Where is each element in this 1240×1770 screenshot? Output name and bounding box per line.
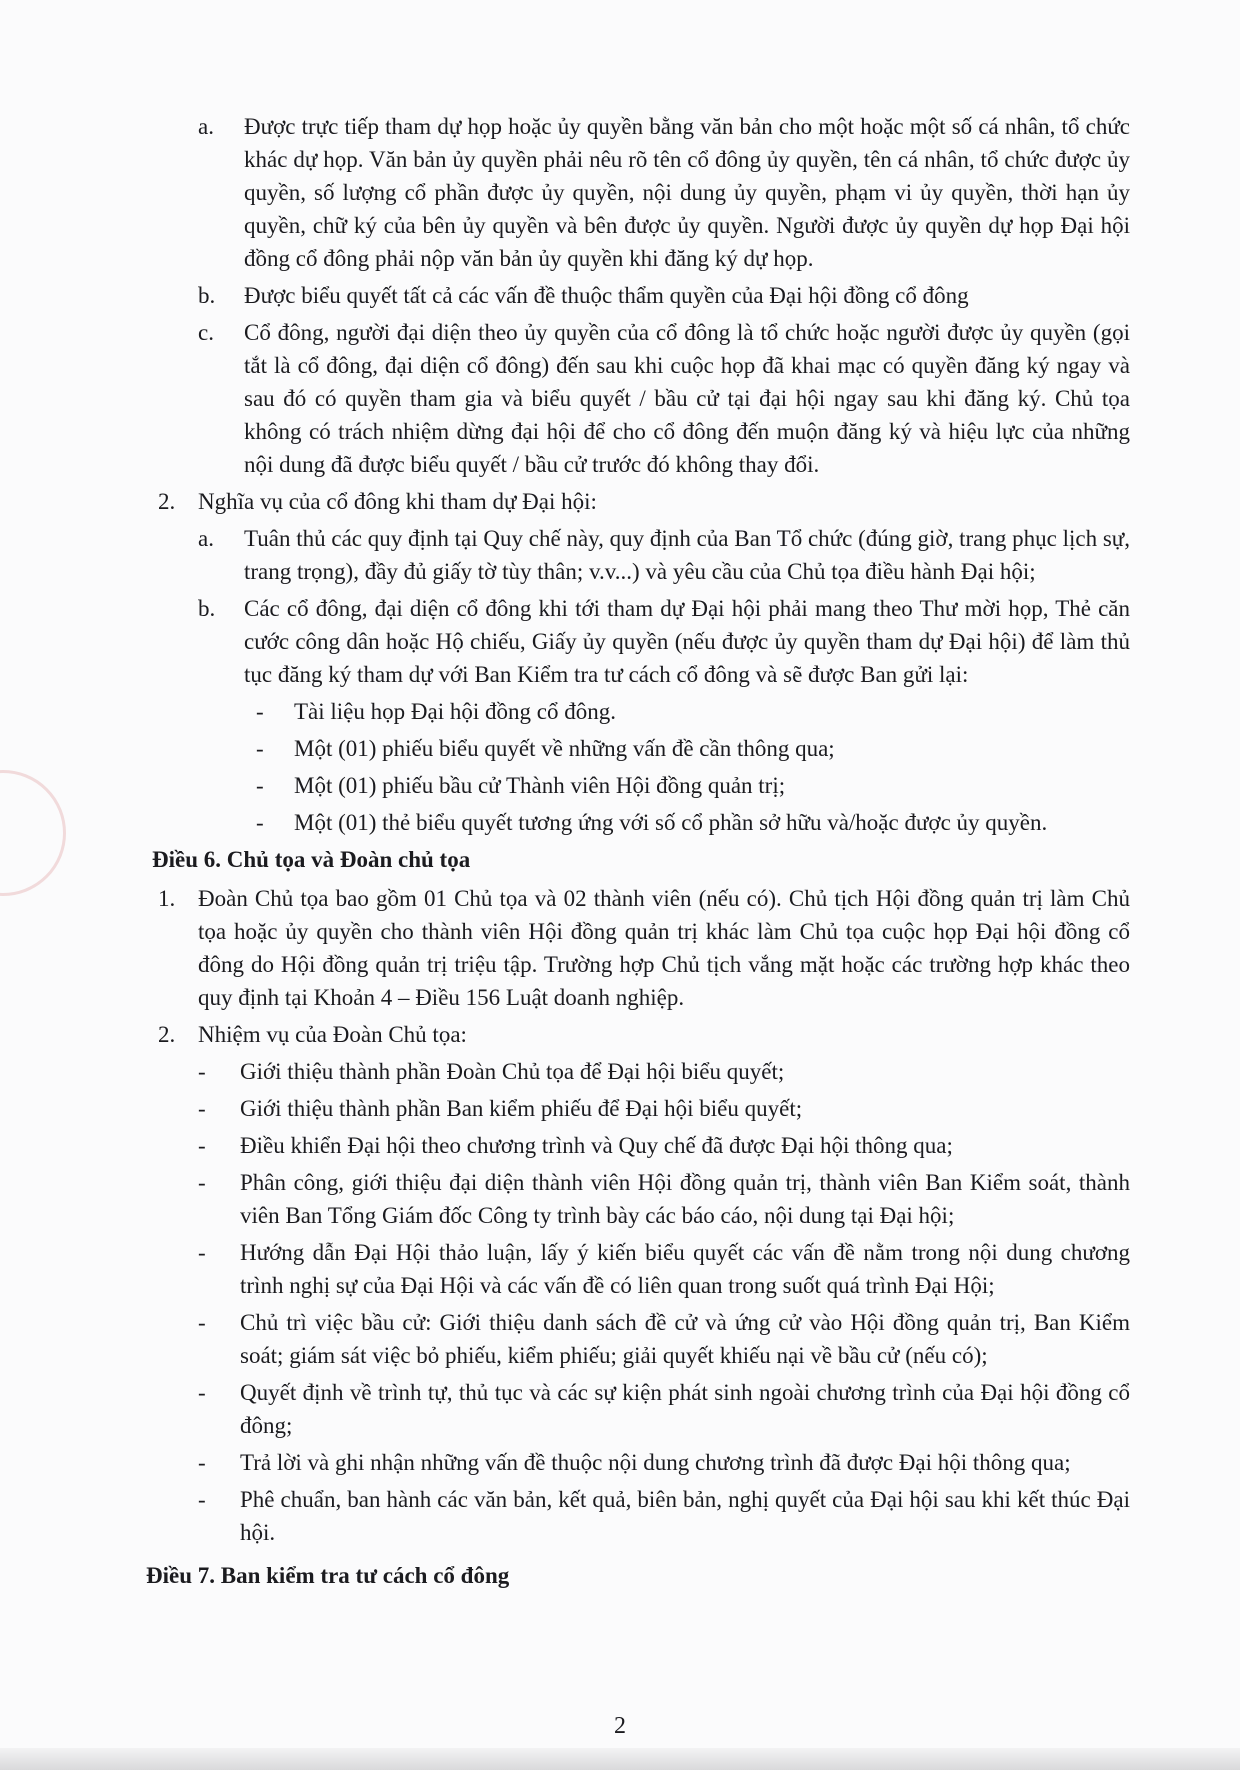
dash-item xyxy=(152,1306,1130,1372)
dash-text: Giới thiệu thành phần Đoàn Chủ tọa để Đại hội biểu quyết; xyxy=(240,1059,785,1084)
list-item xyxy=(152,279,1130,312)
paragraph-title: Nghĩa vụ của cổ đông khi tham dự Đại hội: xyxy=(198,489,597,514)
dash-marker: - xyxy=(256,699,264,724)
dash-text: Một (01) thẻ biểu quyết tương ứng với số cổ phần sở hữu và/hoặc được ủy quyền. xyxy=(294,810,1048,835)
dash-marker: - xyxy=(198,1096,206,1121)
list-item xyxy=(152,592,1130,691)
dash-text: Hướng dẫn Đại Hội thảo luận, lấy ý kiến biểu quyết các vấn đề nằm trong nội dung chương trình nghị sự của Đại Hội và các vấn đề có liên quan trong suốt quá trình Đại Hội; xyxy=(240,1240,1130,1298)
dash-marker: - xyxy=(256,810,264,835)
list-item xyxy=(152,316,1130,481)
paragraph-text: Đoàn Chủ tọa bao gồm 01 Chủ tọa và 02 thành viên (nếu có). Chủ tịch Hội đồng quản trị làm Chủ tọa hoặc ủy quyền cho thành viên Hội đồng quản trị khác làm Chủ tọa cuộc họp Đại hội đồng cổ đông do Hội đồng quản trị triệu tập. Trường hợp Chủ tịch vắng mặt hoặc các trường hợp khác theo quy định tại Khoản 4 – Điều 156 Luật doanh nghiệp. xyxy=(198,886,1130,1010)
dash-item xyxy=(152,732,1130,765)
dash-text: Điều khiển Đại hội theo chương trình và Quy chế đã được Đại hội thông qua; xyxy=(240,1133,953,1158)
list-item xyxy=(152,110,1130,275)
dash-text: Trả lời và ghi nhận những vấn đề thuộc nội dung chương trình đã được Đại hội thông qua; xyxy=(240,1450,1071,1475)
dash-item xyxy=(152,1376,1130,1442)
item-marker: a. xyxy=(198,526,214,551)
dash-text: Phê chuẩn, ban hành các văn bản, kết quả, biên bản, nghị quyết của Đại hội sau khi kết thúc Đại hội. xyxy=(240,1487,1130,1545)
dash-marker: - xyxy=(198,1240,206,1265)
dash-text: Quyết định về trình tự, thủ tục và các sự kiện phát sinh ngoài chương trình của Đại hội đồng cổ đông; xyxy=(240,1380,1130,1438)
dash-text: Giới thiệu thành phần Ban kiểm phiếu để Đại hội biểu quyết; xyxy=(240,1096,803,1121)
numbered-paragraph xyxy=(152,485,1130,518)
dash-text: Tài liệu họp Đại hội đồng cổ đông. xyxy=(294,699,616,724)
item-text: Các cổ đông, đại diện cổ đông khi tới tham dự Đại hội phải mang theo Thư mời họp, Thẻ căn cước công dân hoặc Hộ chiếu, Giấy ủy quyền (nếu được ủy quyền tham dự Đại hội) để làm thủ tục đăng ký tham dự với Ban Kiểm tra tư cách cổ đông và sẽ được Ban gửi lại: xyxy=(244,596,1130,687)
dash-text: Một (01) phiếu biểu quyết về những vấn đề cần thông qua; xyxy=(294,736,835,761)
item-text: Được trực tiếp tham dự họp hoặc ủy quyền bằng văn bản cho một hoặc một số cá nhân, tổ chức khác dự họp. Văn bản ủy quyền phải nêu rõ tên cổ đông ủy quyền, tên cá nhân, tổ chức được ủy quyền, số lượng cổ phần được ủy quyền, nội dung ủy quyền, phạm vi ủy quyền, thời hạn ủy quyền, chữ ký của bên ủy quyền và bên được ủy quyền. Người được ủy quyền dự họp Đại hội đồng cổ đông phải nộp văn bản ủy quyền khi đăng ký dự họp. xyxy=(244,114,1130,271)
dash-text: Một (01) phiếu bầu cử Thành viên Hội đồng quản trị; xyxy=(294,773,786,798)
stamp-seal-partial xyxy=(0,770,66,896)
dash-marker: - xyxy=(198,1133,206,1158)
dash-item xyxy=(152,1236,1130,1302)
item-text: Tuân thủ các quy định tại Quy chế này, quy định của Ban Tổ chức (đúng giờ, trang phục lịch sự, trang trọng), đầy đủ giấy tờ tùy thân; v.v...) và yêu cầu của Chủ tọa điều hành Đại hội; xyxy=(244,526,1130,584)
dash-text: Chủ trì việc bầu cử: Giới thiệu danh sách đề cử và ứng cử vào Hội đồng quản trị, Ban Kiểm soát; giám sát việc bỏ phiếu, kiểm phiếu; giải quyết khiếu nại về bầu cử (nếu có); xyxy=(240,1310,1130,1368)
dash-item xyxy=(152,806,1130,839)
paragraph-text: Nhiệm vụ của Đoàn Chủ tọa: xyxy=(198,1022,467,1047)
dash-marker: - xyxy=(198,1450,206,1475)
dash-item xyxy=(152,1446,1130,1479)
dash-marker: - xyxy=(198,1170,206,1195)
paragraph-number: 1. xyxy=(158,886,176,911)
dash-item xyxy=(152,1092,1130,1125)
dash-item xyxy=(152,769,1130,802)
dash-marker: - xyxy=(256,773,264,798)
dash-marker: - xyxy=(198,1487,206,1512)
item-marker: b. xyxy=(198,596,216,621)
numbered-paragraph xyxy=(152,882,1130,1014)
article-heading: Điều 7. Ban kiểm tra tư cách cổ đông xyxy=(146,1563,510,1588)
dash-item xyxy=(152,695,1130,728)
dash-marker: - xyxy=(198,1310,206,1335)
page-number: 2 xyxy=(614,1713,626,1739)
item-marker: c. xyxy=(198,320,214,345)
dash-marker: - xyxy=(198,1059,206,1084)
paragraph-number: 2. xyxy=(158,489,176,514)
item-marker: b. xyxy=(198,283,216,308)
dash-item xyxy=(152,1166,1130,1232)
dash-item xyxy=(152,1129,1130,1162)
list-item xyxy=(152,522,1130,588)
dash-text: Phân công, giới thiệu đại diện thành viên Hội đồng quản trị, thành viên Ban Kiểm soát, thành viên Ban Tổng Giám đốc Công ty trình bày các báo cáo, nội dung tại Đại hội; xyxy=(240,1170,1130,1228)
dash-marker: - xyxy=(256,736,264,761)
dash-item xyxy=(152,1055,1130,1088)
dash-item xyxy=(152,1483,1130,1549)
item-marker: a. xyxy=(198,114,214,139)
paragraph-number: 2. xyxy=(158,1022,176,1047)
item-text: Được biểu quyết tất cả các vấn đề thuộc thẩm quyền của Đại hội đồng cổ đông xyxy=(244,283,969,308)
numbered-paragraph xyxy=(152,1018,1130,1051)
item-text: Cổ đông, người đại diện theo ủy quyền của cổ đông là tổ chức hoặc người được ủy quyền (gọi tắt là cổ đông, đại diện cổ đông) đến sau khi cuộc họp đã khai mạc có quyền đăng ký ngay và sau đó có quyền tham gia và biểu quyết / bầu cử tại đại hội ngay sau khi đăng ký. Chủ tọa không có trách nhiệm dừng đại hội để cho cổ đông đến muộn đăng ký và hiệu lực của những nội dung đã được biểu quyết / bầu cử trước đó không thay đổi. xyxy=(244,320,1130,477)
dash-marker: - xyxy=(198,1380,206,1405)
article-heading: Điều 6. Chủ tọa và Đoàn chủ tọa xyxy=(152,847,471,872)
